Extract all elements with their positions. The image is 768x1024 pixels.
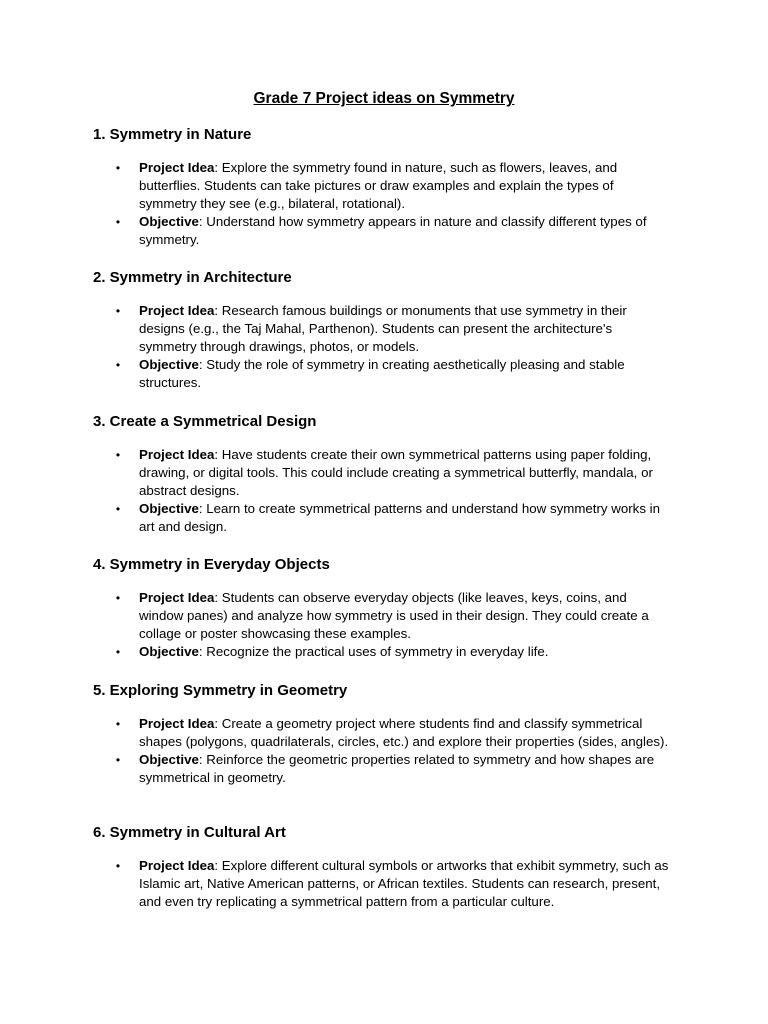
bullet-icon: • bbox=[115, 859, 121, 873]
bullet-icon: • bbox=[115, 358, 121, 372]
bullet-list bbox=[113, 446, 673, 536]
bullet-icon: • bbox=[115, 645, 121, 659]
list-item bbox=[113, 213, 673, 249]
item-label: Objective bbox=[139, 357, 199, 372]
item-text: : Recognize the practical uses of symmetry in everyday life. bbox=[198, 644, 549, 659]
item-text: : Explore the symmetry found in nature, such as flowers, leaves, and butterflies. Students can take pictures or draw examples and explain the types of symmetry they see (e.g., bilateral, rotational). bbox=[139, 160, 618, 211]
item-text: : Reinforce the geometric properties related to symmetry and how shapes are symmetrical in geometry. bbox=[139, 752, 655, 785]
item-label: Project Idea bbox=[139, 716, 215, 731]
section-heading: 5. Exploring Symmetry in Geometry bbox=[93, 682, 348, 699]
item-text: : Students can observe everyday objects (like leaves, keys, coins, and window panes) and analyze how symmetry is used in their design. They could create a collage or poster showcasing these examples. bbox=[139, 590, 649, 641]
bullet-list bbox=[113, 302, 673, 392]
item-label: Project Idea bbox=[139, 590, 215, 605]
section-heading: 4. Symmetry in Everyday Objects bbox=[93, 556, 330, 573]
item-text: : Understand how symmetry appears in nature and classify different types of symmetry. bbox=[139, 214, 647, 247]
bullet-icon: • bbox=[115, 717, 121, 731]
item-label: Objective bbox=[139, 752, 199, 767]
item-label: Project Idea bbox=[139, 160, 215, 175]
item-text: : Have students create their own symmetrical patterns using paper folding, drawing, or digital tools. This could include creating a symmetrical butterfly, mandala, or abstract designs. bbox=[139, 447, 653, 498]
item-label: Project Idea bbox=[139, 858, 215, 873]
item-label: Objective bbox=[139, 644, 199, 659]
bullet-list bbox=[113, 857, 673, 911]
list-item bbox=[113, 500, 673, 536]
bullet-icon: • bbox=[115, 215, 121, 229]
item-label: Objective bbox=[139, 214, 199, 229]
list-item bbox=[113, 356, 673, 392]
list-item bbox=[113, 589, 673, 643]
list-item bbox=[113, 857, 673, 911]
list-item bbox=[113, 751, 673, 787]
document-title: Grade 7 Project ideas on Symmetry bbox=[253, 90, 515, 107]
bullet-icon: • bbox=[115, 448, 121, 462]
section-heading: 6. Symmetry in Cultural Art bbox=[93, 824, 286, 841]
section-heading: 1. Symmetry in Nature bbox=[93, 126, 252, 143]
list-item bbox=[113, 159, 673, 213]
bullet-icon: • bbox=[115, 161, 121, 175]
bullet-icon: • bbox=[115, 753, 121, 767]
section-heading: 3. Create a Symmetrical Design bbox=[93, 413, 317, 430]
item-label: Project Idea bbox=[139, 303, 215, 318]
bullet-list bbox=[113, 589, 673, 661]
section-heading: 2. Symmetry in Architecture bbox=[93, 269, 292, 286]
list-item bbox=[113, 643, 673, 661]
item-text: : Create a geometry project where students find and classify symmetrical shapes (polygons, quadrilaterals, circles, etc.) and explore their properties (sides, angles). bbox=[139, 716, 669, 749]
bullet-icon: • bbox=[115, 304, 121, 318]
item-text: : Research famous buildings or monuments that use symmetry in their designs (e.g., the Taj Mahal, Parthenon). Students can present the architecture's symmetry through drawings, photos, or models. bbox=[139, 303, 627, 354]
item-text: : Learn to create symmetrical patterns and understand how symmetry works in art and design. bbox=[139, 501, 661, 534]
item-text: : Explore different cultural symbols or artworks that exhibit symmetry, such as Islamic art, Native American patterns, or African textiles. Students can research, present, and even try replicating a symmetrical pattern from a particular culture. bbox=[139, 858, 669, 909]
bullet-list bbox=[113, 159, 673, 249]
bullet-icon: • bbox=[115, 502, 121, 516]
list-item bbox=[113, 715, 673, 751]
item-label: Objective bbox=[139, 501, 199, 516]
bullet-list bbox=[113, 715, 673, 787]
list-item bbox=[113, 446, 673, 500]
bullet-icon: • bbox=[115, 591, 121, 605]
item-text: : Study the role of symmetry in creating aesthetically pleasing and stable structures. bbox=[139, 357, 625, 390]
item-label: Project Idea bbox=[139, 447, 215, 462]
list-item bbox=[113, 302, 673, 356]
